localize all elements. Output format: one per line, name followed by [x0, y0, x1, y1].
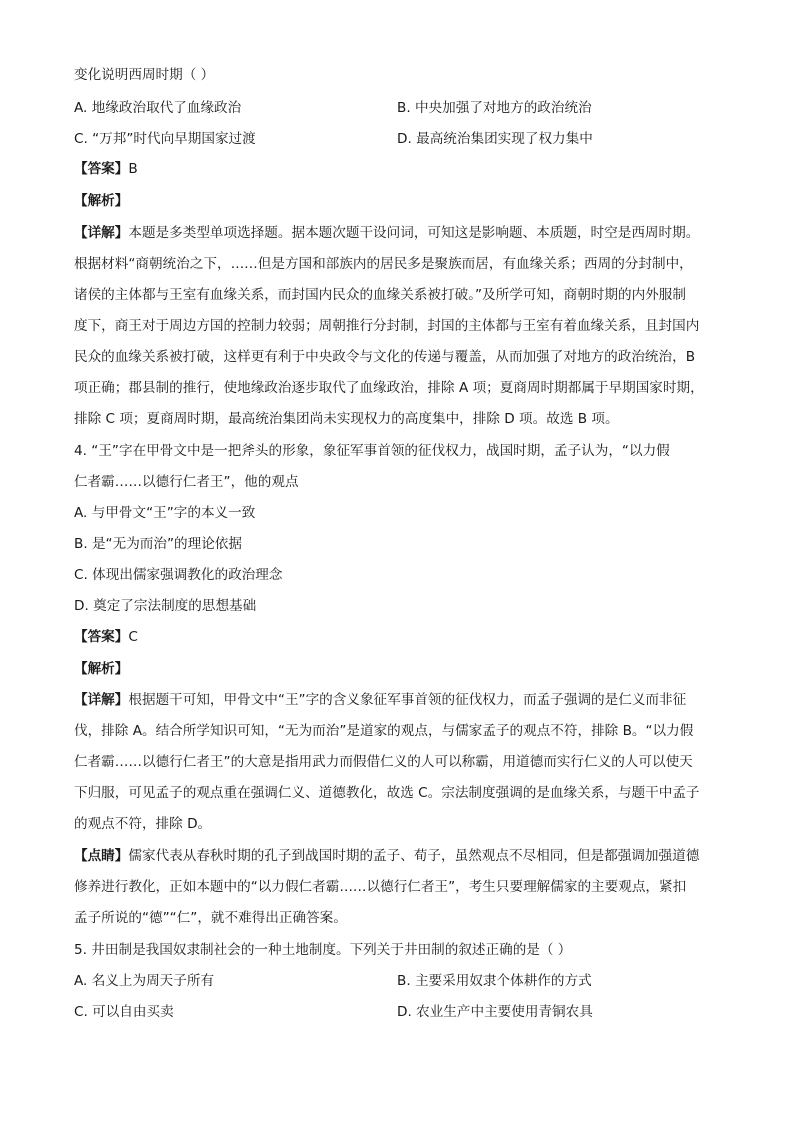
- q3-detail-line: 度下，商王对于周边方国的控制力较弱；周朝推行分封制，封国的主体都与王室有着血缘关系，且封国内: [74, 318, 700, 334]
- q3-detail-line: [74, 224, 720, 242]
- q4-analysis-label: 【解析】: [74, 661, 129, 677]
- detail-label: 【详解】: [74, 692, 129, 708]
- q5-option-a: A. 名义上为周天子所有: [74, 973, 215, 989]
- q3-option-a: A. 地缘政治取代了血缘政治: [74, 100, 242, 116]
- q4-option-c: C. 体现出儒家强调教化的政治理念: [74, 567, 283, 583]
- q3-option-c: C. “万邦”时代向早期国家过渡: [74, 131, 256, 147]
- detail-text: 根据题干可知，甲骨文中“王”字的含义象征军事首领的征伐权力，而孟子强调的是仁义而非征: [128, 692, 687, 708]
- answer-label: 【答案】: [74, 161, 129, 177]
- q4-detail-line: 伐，排除 A。结合所学知识可知，“无为而治”是道家的观点，与儒家孟子的观点不符，排除 B。“以力假: [74, 723, 694, 739]
- q3-detail-line: 根据材料“商朝统治之下，……但是方国和部族内的居民多是聚族而居，有血缘关系；西周的分封制中，: [74, 256, 693, 272]
- q5-stem: 5. 井田制是我国奴隶制社会的一种土地制度。下列关于井田制的叙述正确的是（ ）: [74, 942, 572, 958]
- q4-detail-line: 的观点不符，排除 D。: [74, 816, 212, 832]
- q3-stem-tail: 变化说明西周时期（ ）: [74, 67, 215, 83]
- q4-detail-line: [74, 691, 720, 709]
- detail-text: 本题是多类型单项选择题。据本题次题干设问词，可知这是影响题、本质题，时空是西周时期。: [128, 225, 700, 241]
- q3-detail-line: 诸侯的主体都与王室有血缘关系，而封国内民众的血缘关系被打破。”及所学可知，商朝时期的内外服制: [74, 287, 686, 303]
- q3-detail-line: 民众的血缘关系被打破，这样更有利于中央政令与文化的传递与覆盖，从而加强了对地方的政治统治，B: [74, 349, 696, 365]
- q4-highlight-line: 孟子所说的“德”“仁”，就不难得出正确答案。: [74, 910, 347, 926]
- q4-option-d: D. 奠定了宗法制度的思想基础: [74, 598, 257, 614]
- q4-detail-line: 仁者霸……以德行仁者王”的大意是指用武力而假借仁义的人可以称霸，用道德而实行仁义的人可以使天: [74, 754, 693, 770]
- q5-option-b: B. 主要采用奴隶个体耕作的方式: [397, 973, 592, 989]
- q4-option-b: B. 是“无为而治”的理论依据: [74, 536, 242, 552]
- answer-label: 【答案】: [74, 629, 129, 645]
- q4-highlight-line: 修养进行教化，正如本题中的“以力假仁者霸……以德行仁者王”，考生只要理解儒家的主要观点，紧扣: [74, 879, 687, 895]
- highlight-label: 【点睛】: [74, 848, 129, 864]
- q4-stem-line: 仁者霸……以德行仁者王”，他的观点: [74, 474, 299, 490]
- q3-detail-line: 项正确；郡县制的推行，使地缘政治逐步取代了血缘政治，排除 A 项；夏商周时期都属于早期国家时期，: [74, 380, 704, 396]
- q4-stem-line: 4. “王”字在甲骨文中是一把斧头的形象，象征军事首领的征伐权力，战国时期，孟子认为，“以力假: [74, 443, 670, 459]
- q3-option-d: D. 最高统治集团实现了权力集中: [397, 131, 593, 147]
- q4-answer: [74, 628, 720, 646]
- answer-value: C: [128, 629, 138, 645]
- q3-option-b: B. 中央加强了对地方的政治统治: [397, 100, 592, 116]
- highlight-text: 儒家代表从春秋时期的孔子到战国时期的孟子、荀子，虽然观点不尽相同，但是都强调加强道德: [128, 848, 700, 864]
- q5-option-c: C. 可以自由买卖: [74, 1004, 174, 1020]
- detail-label: 【详解】: [74, 225, 129, 241]
- q4-option-a: A. 与甲骨文“王”字的本义一致: [74, 505, 256, 521]
- answer-value: B: [128, 161, 138, 177]
- q3-detail-line: 排除 C 项；夏商周时期，最高统治集团尚未实现权力的高度集中，排除 D 项。故选 B 项。: [74, 411, 619, 427]
- q3-answer: [74, 160, 720, 178]
- q5-option-d: D. 农业生产中主要使用青铜农具: [397, 1004, 593, 1020]
- q4-detail-line: 下归服，可见孟子的观点重在强调仁义、道德教化，故选 C。宗法制度强调的是血缘关系，与题干中孟子: [74, 785, 700, 801]
- q3-analysis-label: 【解析】: [74, 193, 129, 209]
- q4-highlight-line: [74, 847, 720, 865]
